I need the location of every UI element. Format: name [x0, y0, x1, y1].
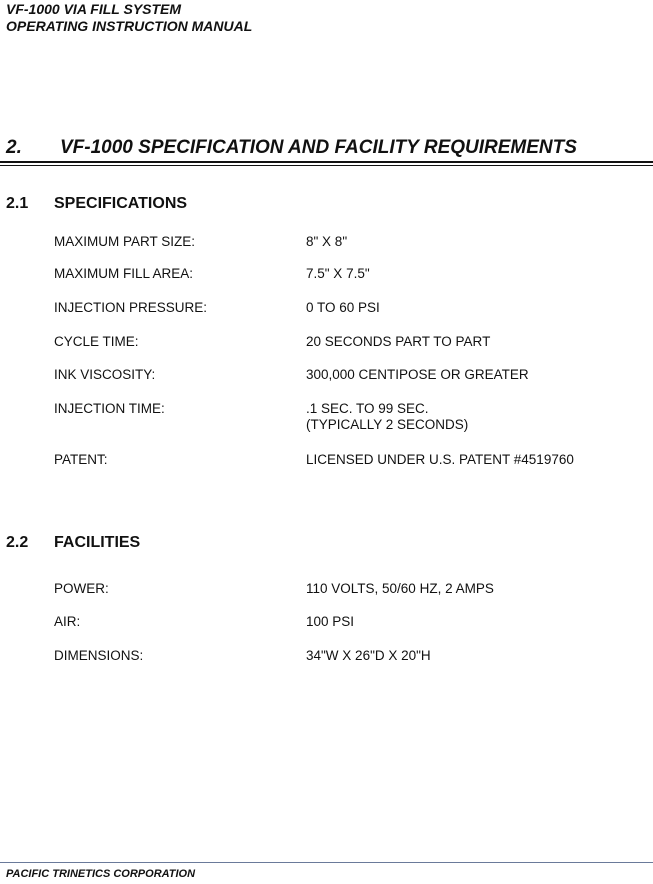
footer-rule [0, 862, 653, 863]
facility-label: DIMENSIONS: [54, 648, 144, 663]
spec-value: .1 SEC. TO 99 SEC. [306, 401, 429, 416]
facility-label: POWER: [54, 581, 109, 596]
spec-label: INJECTION TIME: [54, 401, 165, 416]
section-number: 2. [6, 137, 22, 158]
spec-label: CYCLE TIME: [54, 334, 139, 349]
spec-value: 8" X 8" [306, 234, 348, 249]
subsection-heading: SPECIFICATIONS [54, 195, 188, 212]
spec-value: 7.5" X 7.5" [306, 266, 370, 281]
section-title [6, 137, 606, 159]
title-rule-thick [0, 161, 653, 163]
footer-company: PACIFIC TRINETICS CORPORATION [6, 868, 196, 880]
spec-value: 0 TO 60 PSI [306, 300, 380, 315]
spec-value-continuation: (TYPICALLY 2 SECONDS) [306, 417, 469, 432]
subsection-number: 2.1 [6, 195, 29, 212]
spec-label: INK VISCOSITY: [54, 367, 156, 382]
header-line-2: OPERATING INSTRUCTION MANUAL [6, 18, 253, 34]
subsection-facilities-title [6, 534, 140, 552]
header-line-1: VF-1000 VIA FILL SYSTEM [6, 1, 182, 17]
facility-value: 100 PSI [306, 614, 355, 629]
title-rule-thin [0, 165, 653, 166]
subsection-number: 2.2 [6, 534, 29, 551]
spec-value: 300,000 CENTIPOSE OR GREATER [306, 367, 529, 382]
facility-label: AIR: [54, 614, 81, 629]
facility-value: 34"W X 26"D X 20"H [306, 648, 431, 663]
facility-value: 110 VOLTS, 50/60 HZ, 2 AMPS [306, 581, 494, 596]
spec-value: 20 SECONDS PART TO PART [306, 334, 491, 349]
subsection-specifications-title [6, 195, 187, 213]
spec-label: INJECTION PRESSURE: [54, 300, 208, 315]
subsection-heading: FACILITIES [54, 534, 141, 551]
section-heading: VF-1000 SPECIFICATION AND FACILITY REQUIREMENTS [60, 137, 577, 158]
spec-label: MAXIMUM FILL AREA: [54, 266, 194, 281]
spec-value: LICENSED UNDER U.S. PATENT #4519760 [306, 452, 574, 467]
spec-label: PATENT: [54, 452, 108, 467]
spec-label: MAXIMUM PART SIZE: [54, 234, 196, 249]
document-header [6, 1, 252, 35]
